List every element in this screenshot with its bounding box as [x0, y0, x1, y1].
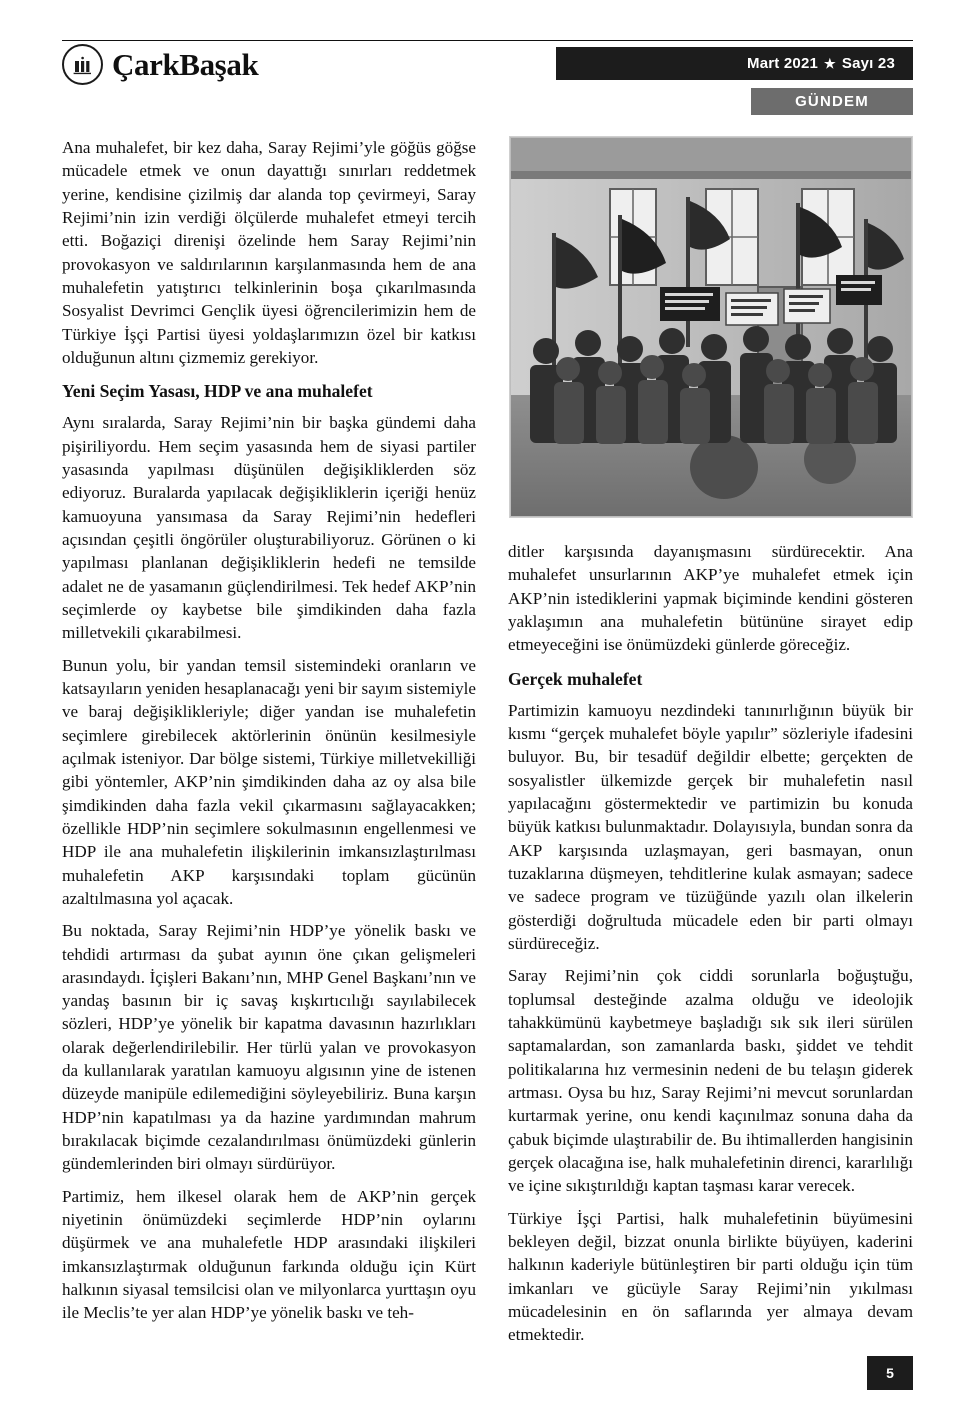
- left-column: [62, 136, 476, 1334]
- brand-logo: [62, 44, 258, 85]
- party-emblem-icon: [62, 44, 103, 85]
- paragraph: Aynı sıralarda, Saray Rejimi’nin bir başka gündemi daha pişiriliyordu. Hem seçim yasasında hem de siyasi partiler yasasında yapılması düşünülen değişikliklerden söz ediyoruz. Buralarda yapılacak değişikliklerin içeriği henüz kamuoyuna yansımasa da Saray Rejimi’nin hedefleri açısından çeşitli öngörüler oluşturabiliyoruz. Görünen o ki yapılması planlanan değişikliklerin hedefi ne temsilde adalet ne de yasamanın güçlendirilmesi. Tek hedef AKP’nin seçimlerde oy kaybetse bile şimdikinden daha fazla milletvekili çıkarabilmesi.: [62, 413, 476, 643]
- issue-date: Mart 2021: [747, 55, 819, 72]
- star-icon: ★: [824, 55, 836, 71]
- paragraph: Partimiz, hem ilkesel olarak hem de AKP’nin gerçek niyetinin önümüzdeki seçimlerde HDP’nin oylarını düşürmek ve ana muhalefetle HDP arasındaki ilişkileri imkansızlaştırmak olduğunun farkında olduğu için Kürt halkının siyasal temsilcisi olan ve milyonlarca yurttaşın oyu ile Meclis’te yer alan HDP’ye yönelik baskı ve teh-: [62, 1186, 476, 1323]
- paragraph: ditler karşısında dayanışmasını sürdürecektir. Ana muhalefet unsurlarının AKP’ye muhalefet etmek için AKP’nin istediklerini yapmak biçiminde kendini gösteren yaklaşımın ana muhalefetin bütününe sirayet edip etmeyeceğini ise önümüzdeki günlerde göreceğiz.: [508, 542, 913, 655]
- page-header: [0, 0, 975, 128]
- brand-title: [112, 49, 258, 80]
- protest-photo: [509, 136, 913, 518]
- brand-title-part1: Çark: [112, 47, 180, 82]
- paragraph: Partimizin kamuoyu nezdindeki tanınırlığının büyük bir kısmı “gerçek muhalefet böyle yapılır” sözleriyle ifadesini buluyor. Bu, bir tesadüf değildir elbette; gerçekten de sosyalistler ülkemizde gerçek bir muhalefetin nasıl yapılacağını göstermektedir ve partimizin bu konuda büyük katkısı bulunmaktadır. Dolayısıyla, bundan sonra da AKP karşısında uzlaşmayan, geri basmayan, onun tuzaklarına düşmeyen, tehditlerine kulak asmayan; sadece ve sadece program ve tüzüğünde yazılı olan ilkelerin gösterdiği doğrultuda mücadele eden bir parti olmayı sürdüreceğiz.: [508, 700, 913, 953]
- issue-number: Sayı 23: [841, 55, 895, 72]
- right-column: [508, 540, 913, 1356]
- paragraph: Bunun yolu, bir yandan temsil sistemindeki oranların ve katsayıların yeniden hesaplanacağı yeni bir sayım sistemiyle ve baraj değişiklikleriyle; diğer yandan ise muhalefetin seçimlere girebilecek aktörlerinin önünün kesilmesiyle açılmak isteniyor. Dar bölge sistemi, Türkiye milletvekilliği gibi yöntemler, AKP’nin şimdikinden daha az oy alsa bile şimdikinden daha fazla vekil çıkarmasını sağlayacakken; özellikle HDP’nin seçimlere sokulmasının engellenmesi ve HDP ile ana muhalefetin ilişkilerinin imkansızlaştırılması muhalefetin AKP karşısındaki toplam gücünün azaltılmasına yol açacak.: [62, 655, 476, 908]
- paragraph: Türkiye İşçi Partisi, halk muhalefetinin büyümesini bekleyen değil, bizzat onunla birlikte büyüyen, kaderini halkının kaderiyle bütünleştiren bir parti olduğu için tüm imkanları ve gücüyle Saray Rejimi’nin yıkılması mücadelesinin en ön saflarında yer almaya devam etmektedir.: [508, 1208, 913, 1345]
- page-number: 5: [867, 1356, 913, 1390]
- paragraph: Ana muhalefet, bir kez daha, Saray Rejimi’yle göğüs göğse mücadele etmek ve onun dayattığı sınırları reddetmek yerine, kendisine çizilmiş dar alanda top çevirmeyi, Saray Rejimi’nin izin verdiği ölçülerde muhalefet etmeyi tercih etti. Boğaziçi direnişi özelinde hem Saray Rejimi’nin provokasyon ve saldırılarının karşılanmasında hem de ana muhalefetin yatıştırıcı telkinlerinin boşa çıkarılmasında Sosyalist Devrimci Gençlik üyesi öğrencilerimizin hem de Türkiye İşçi Partisi üyesi yoldaşlarımızın özel bir katkısı olduğunun altını çizmemiz gerekiyor.: [62, 138, 476, 367]
- section-subheading: Gerçek muhalefet: [508, 668, 643, 689]
- paragraph: Saray Rejimi’nin çok ciddi sorunlarla boğuştuğu, toplumsal desteğinde azalma olduğu ve ideolojik tahakkümünü kaybetmeye başladığı sık sık ileri sürülen saptamalardan, son zamanlarda baskı, şiddet ve tehdit politikalarına hız vermesinin nedeni de bu telaşın giderek artması. Oysa bu hız, Saray Rejimi’ni mevcut sorunlardan kurtarmak yerine, onu kendi kaçınılmaz sonuna daha da çabuk biçimde ulaştırabilir de. Bu ihtimallerden hangisinin gerçek olacağına ise, halk muhalefetinin direnci, kararlılığı ve içine sıkıştırıldığı kaptan taşması karar verecek.: [508, 966, 913, 1196]
- section-subheading: Yeni Seçim Yasası, HDP ve ana muhalefet: [62, 381, 373, 402]
- section-tag: GÜNDEM: [751, 88, 913, 115]
- header-divider: [62, 40, 913, 41]
- paragraph: Bu noktada, Saray Rejimi’nin HDP’ye yönelik baskı ve tehdidi artırması da şubat ayının öne çıkan gelişmeleri arasındaydı. İçişleri Bakanı’nın, MHP Genel Başkanı’nın ve yandaş basının bir iç savaş kışkırtıcılığı sayılabilecek sözleri, HDP’ye yönelik bir kapatma davasının hazırlıkları olarak değerlendirilebilir. Her türlü yalan ve provokasyon da kullanılarak yaratılan kamuoyu algısının yine de istenen düzeyde manipüle edilemediğini söyleyebiliriz. Buna karşın HDP’nin kapatılması ya da hazine yardımından mahrum bırakılacak biçimde cezalandırılması önümüzdeki günlerin gündemlerinden biri olmayı sürdürüyor.: [62, 921, 476, 1174]
- brand-title-part2: Başak: [179, 47, 259, 82]
- issue-bar: [556, 47, 913, 80]
